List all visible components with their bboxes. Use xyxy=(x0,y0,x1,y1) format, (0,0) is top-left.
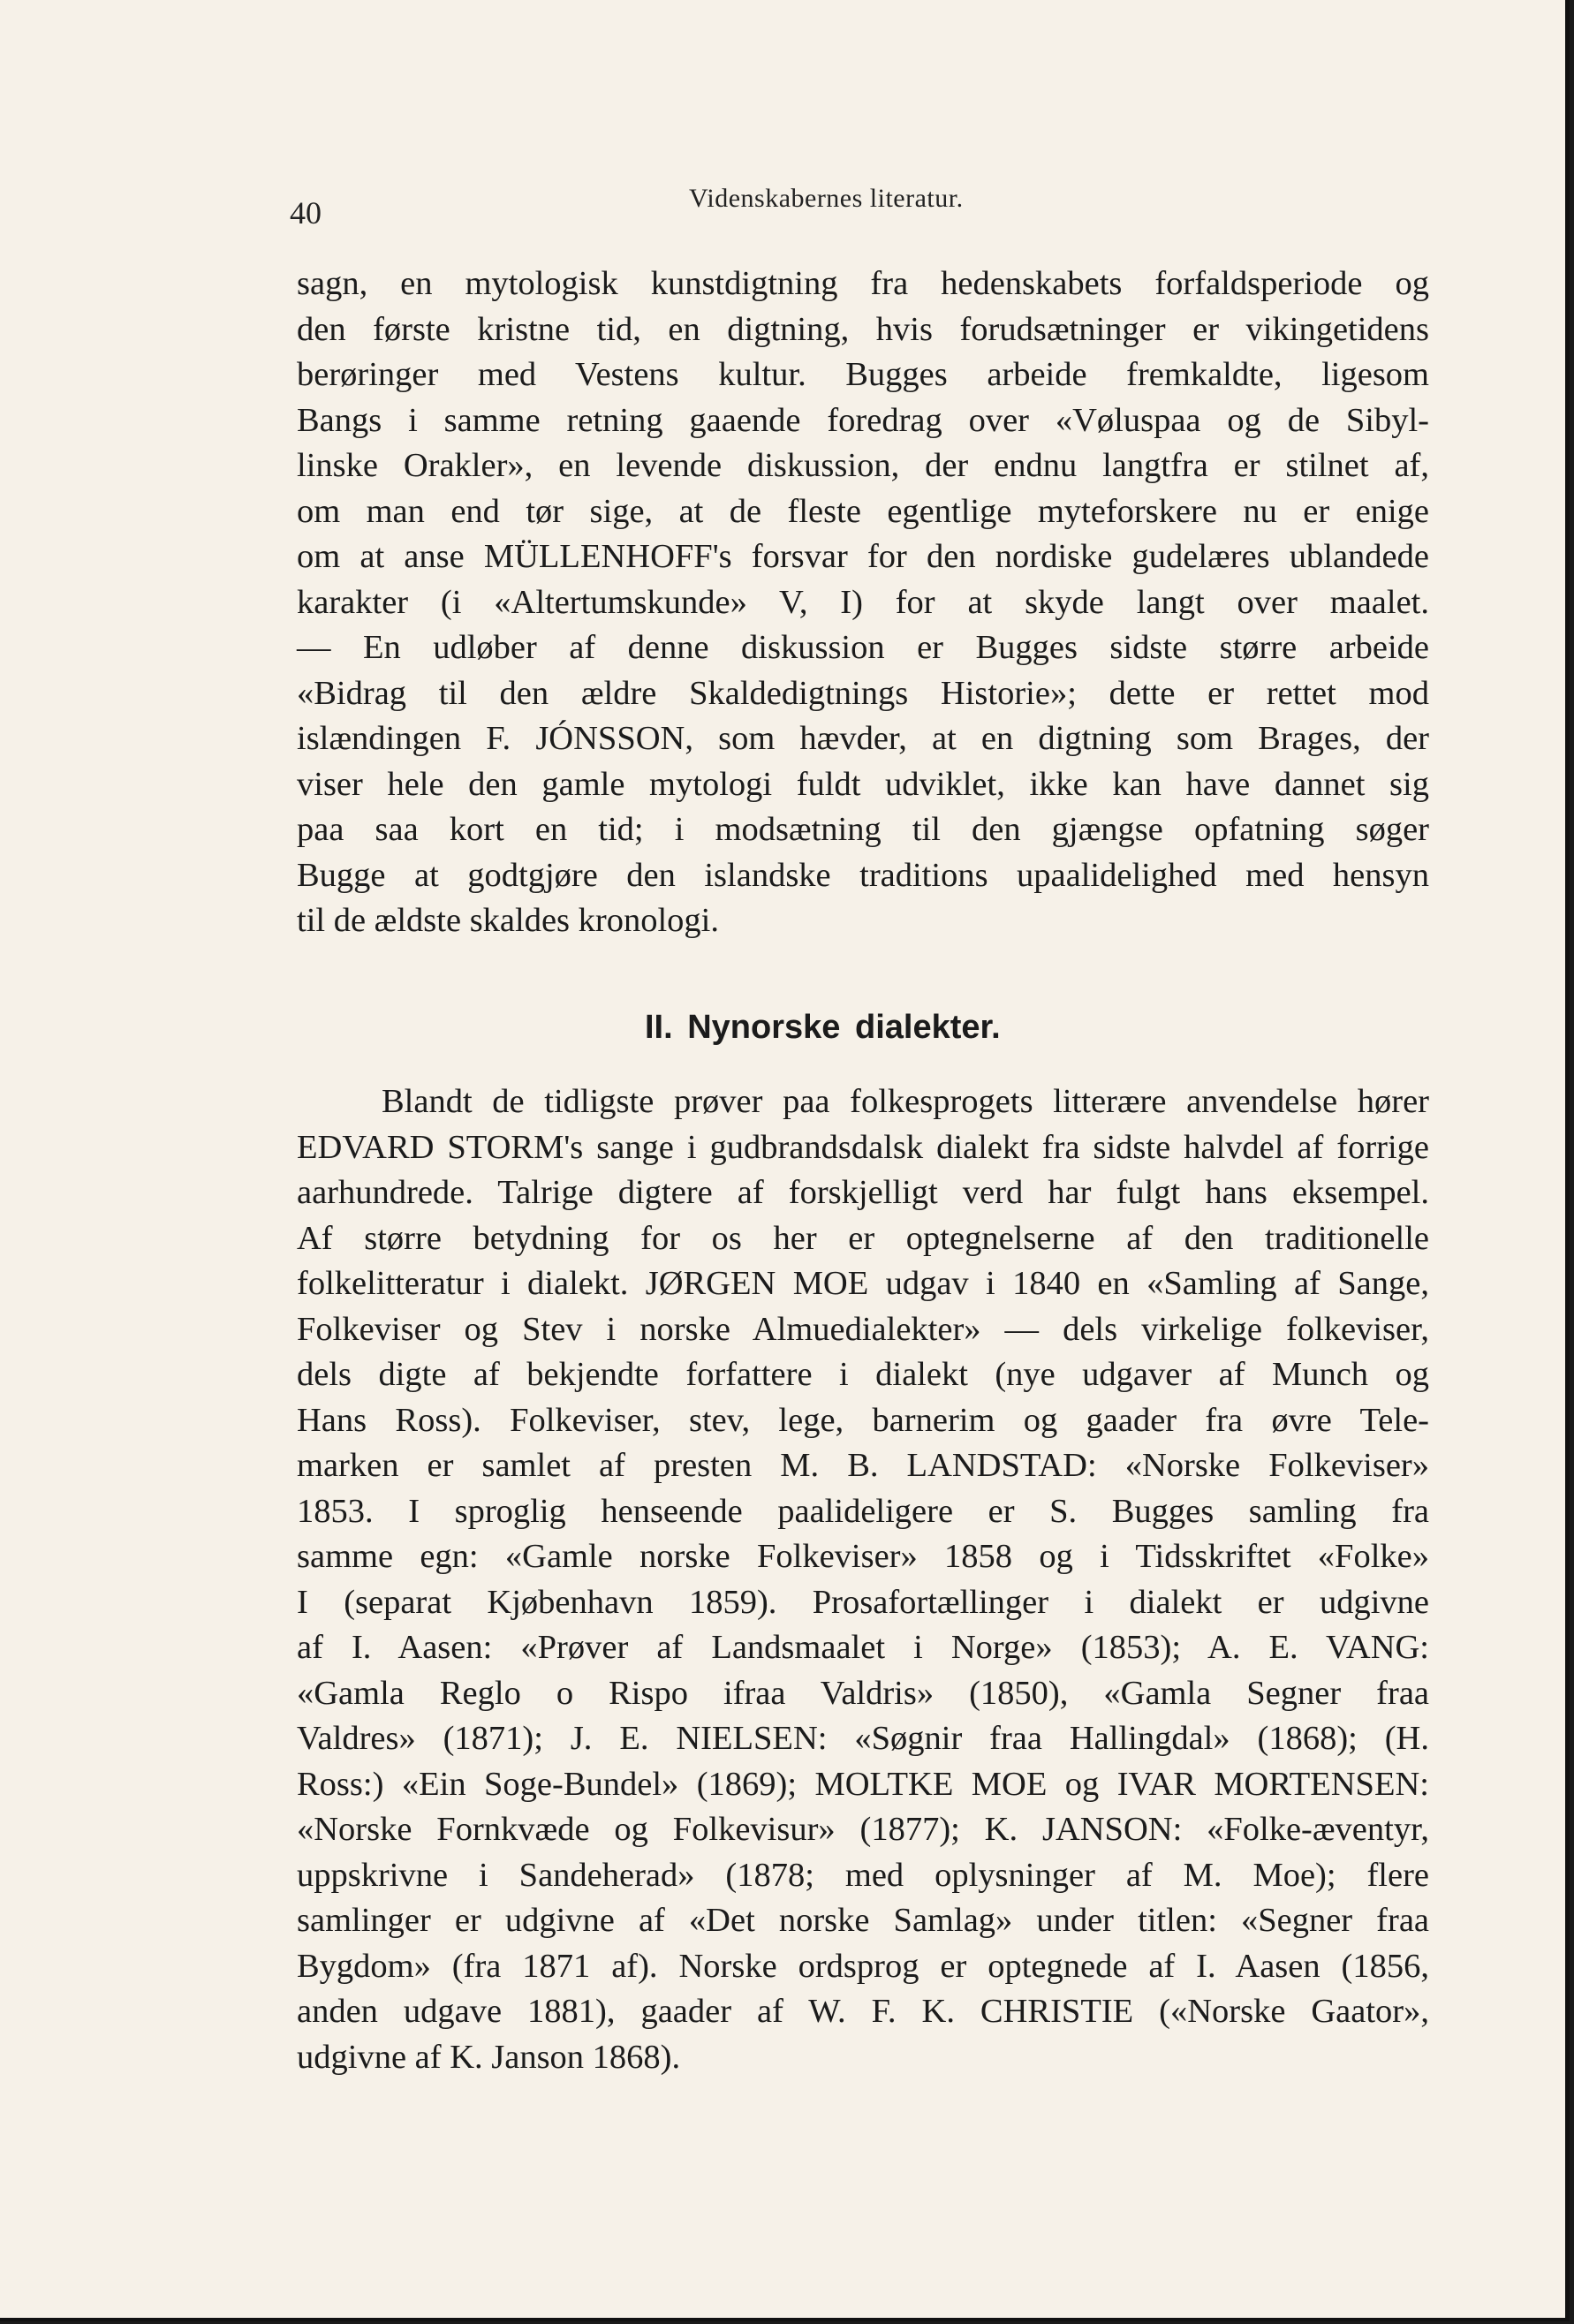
paragraph-2 xyxy=(297,1079,1429,2080)
text-line: samlinger er udgivne af «Det norske Samlag» under titlen: «Segner fraa xyxy=(297,1902,1429,1939)
text-line: viser hele den gamle mytologi fuldt udviklet, ikke kan have dannet sig xyxy=(297,765,1429,803)
text-line: Ross:) «Ein Soge-Bundel» (1869); MOLTKE MOE og IVAR MORTENSEN: xyxy=(297,1765,1429,1803)
text-line: Hans Ross). Folkeviser, stev, lege, barnerim og gaader fra øvre Tele- xyxy=(297,1401,1429,1439)
text-line: Bugge at godtgjøre den islandske traditions upaalidelighed med hensyn xyxy=(297,856,1429,894)
text-line: Bangs i samme retning gaaende foredrag over «Vøluspaa og de Sibyl- xyxy=(297,401,1429,439)
text-line: «Bidrag til den ældre Skaldedigtnings Historie»; dette er rettet mod xyxy=(297,674,1429,712)
text-line: aarhundrede. Talrige digtere af forskjelligt verd har fulgt hans eksempel. xyxy=(297,1174,1429,1211)
text-line: islændingen F. JÓNSSON, som hævder, at en digtning som Brages, der xyxy=(297,720,1429,757)
text-line: om at anse MÜLLENHOFF's forsvar for den nordiske gudelæres ublandede xyxy=(297,538,1429,575)
text-line: I (separat Kjøbenhavn 1859). Prosafortællinger i dialekt er udgivne xyxy=(297,1583,1429,1621)
text-line: af I. Aasen: «Prøver af Landsmaalet i Norge» (1853); A. E. VANG: xyxy=(297,1629,1429,1666)
text-line: Af større betydning for os her er optegnelserne af den traditionelle xyxy=(297,1219,1429,1257)
text-line: samme egn: «Gamle norske Folkeviser» 1858 og i Tidsskriftet «Folke» xyxy=(297,1538,1429,1575)
text-line: «Norske Fornkvæde og Folkevisur» (1877); K. JANSON: «Folke-æventyr, xyxy=(297,1811,1429,1848)
text-line: paa saa kort en tid; i modsætning til den gjængse opfatning søger xyxy=(297,811,1429,848)
text-line: sagn, en mytologisk kunstdigtning fra hedenskabets forfaldsperiode og xyxy=(297,265,1429,302)
text-line: til de ældste skaldes kronologi. xyxy=(297,902,719,939)
text-line: Bygdom» (fra 1871 af). Norske ordsprog er optegnede af I. Aasen (1856, xyxy=(297,1947,1429,1985)
text-line: karakter (i «Altertumskunde» V, I) for at skyde langt over maalet. xyxy=(297,583,1429,621)
text-line: marken er samlet af presten M. B. LANDSTAD: «Norske Folkeviser» xyxy=(297,1447,1429,1484)
section-heading: II. Nynorske dialekter. xyxy=(645,1009,1001,1046)
text-line: dels digte af bekjendte forfattere i dialekt (nye udgaver af Munch og xyxy=(297,1356,1429,1393)
text-line: linske Orakler», en levende diskussion, der endnu langtfra er stilnet af, xyxy=(297,447,1429,484)
text-line: udgivne af K. Janson 1868). xyxy=(297,2038,681,2076)
text-line: berøringer med Vestens kultur. Bugges arbeide fremkaldte, ligesom xyxy=(297,356,1429,393)
paragraph-1 xyxy=(297,261,1429,944)
text-line: Blandt de tidligste prøver paa folkesprogets litterære anvendelse hører xyxy=(382,1083,1429,1120)
page-number: 40 xyxy=(290,195,322,231)
text-line: — En udløber af denne diskussion er Bugges sidste større arbeide xyxy=(297,629,1429,666)
text-line: folkelitteratur i dialekt. JØRGEN MOE udgav i 1840 en «Samling af Sange, xyxy=(297,1265,1429,1302)
running-title: Videnskabernes literatur. xyxy=(689,184,964,213)
text-line: den første kristne tid, en digtning, hvis forudsætninger er vikingetidens xyxy=(297,310,1429,348)
text-line: uppskrivne i Sandeherad» (1878; med oplysninger af M. Moe); flere xyxy=(297,1856,1429,1894)
text-line: om man end tør sige, at de fleste egentlige myteforskere nu er enige xyxy=(297,492,1429,530)
text-line: «Gamla Reglo o Rispo ifraa Valdris» (1850), «Gamla Segner fraa xyxy=(297,1674,1429,1712)
text-line: Folkeviser og Stev i norske Almuedialekter» — dels virkelige folkeviser, xyxy=(297,1310,1429,1348)
text-line: anden udgave 1881), gaader af W. F. K. CHRISTIE («Norske Gaator», xyxy=(297,1993,1429,2030)
text-line: Valdres» (1871); J. E. NIELSEN: «Søgnir fraa Hallingdal» (1868); (H. xyxy=(297,1720,1429,1757)
text-line: 1853. I sproglig henseende paalideligere er S. Bugges samling fra xyxy=(297,1492,1429,1530)
text-line: EDVARD STORM's sange i gudbrandsdalsk dialekt fra sidste halvdel af forrige xyxy=(297,1128,1429,1166)
